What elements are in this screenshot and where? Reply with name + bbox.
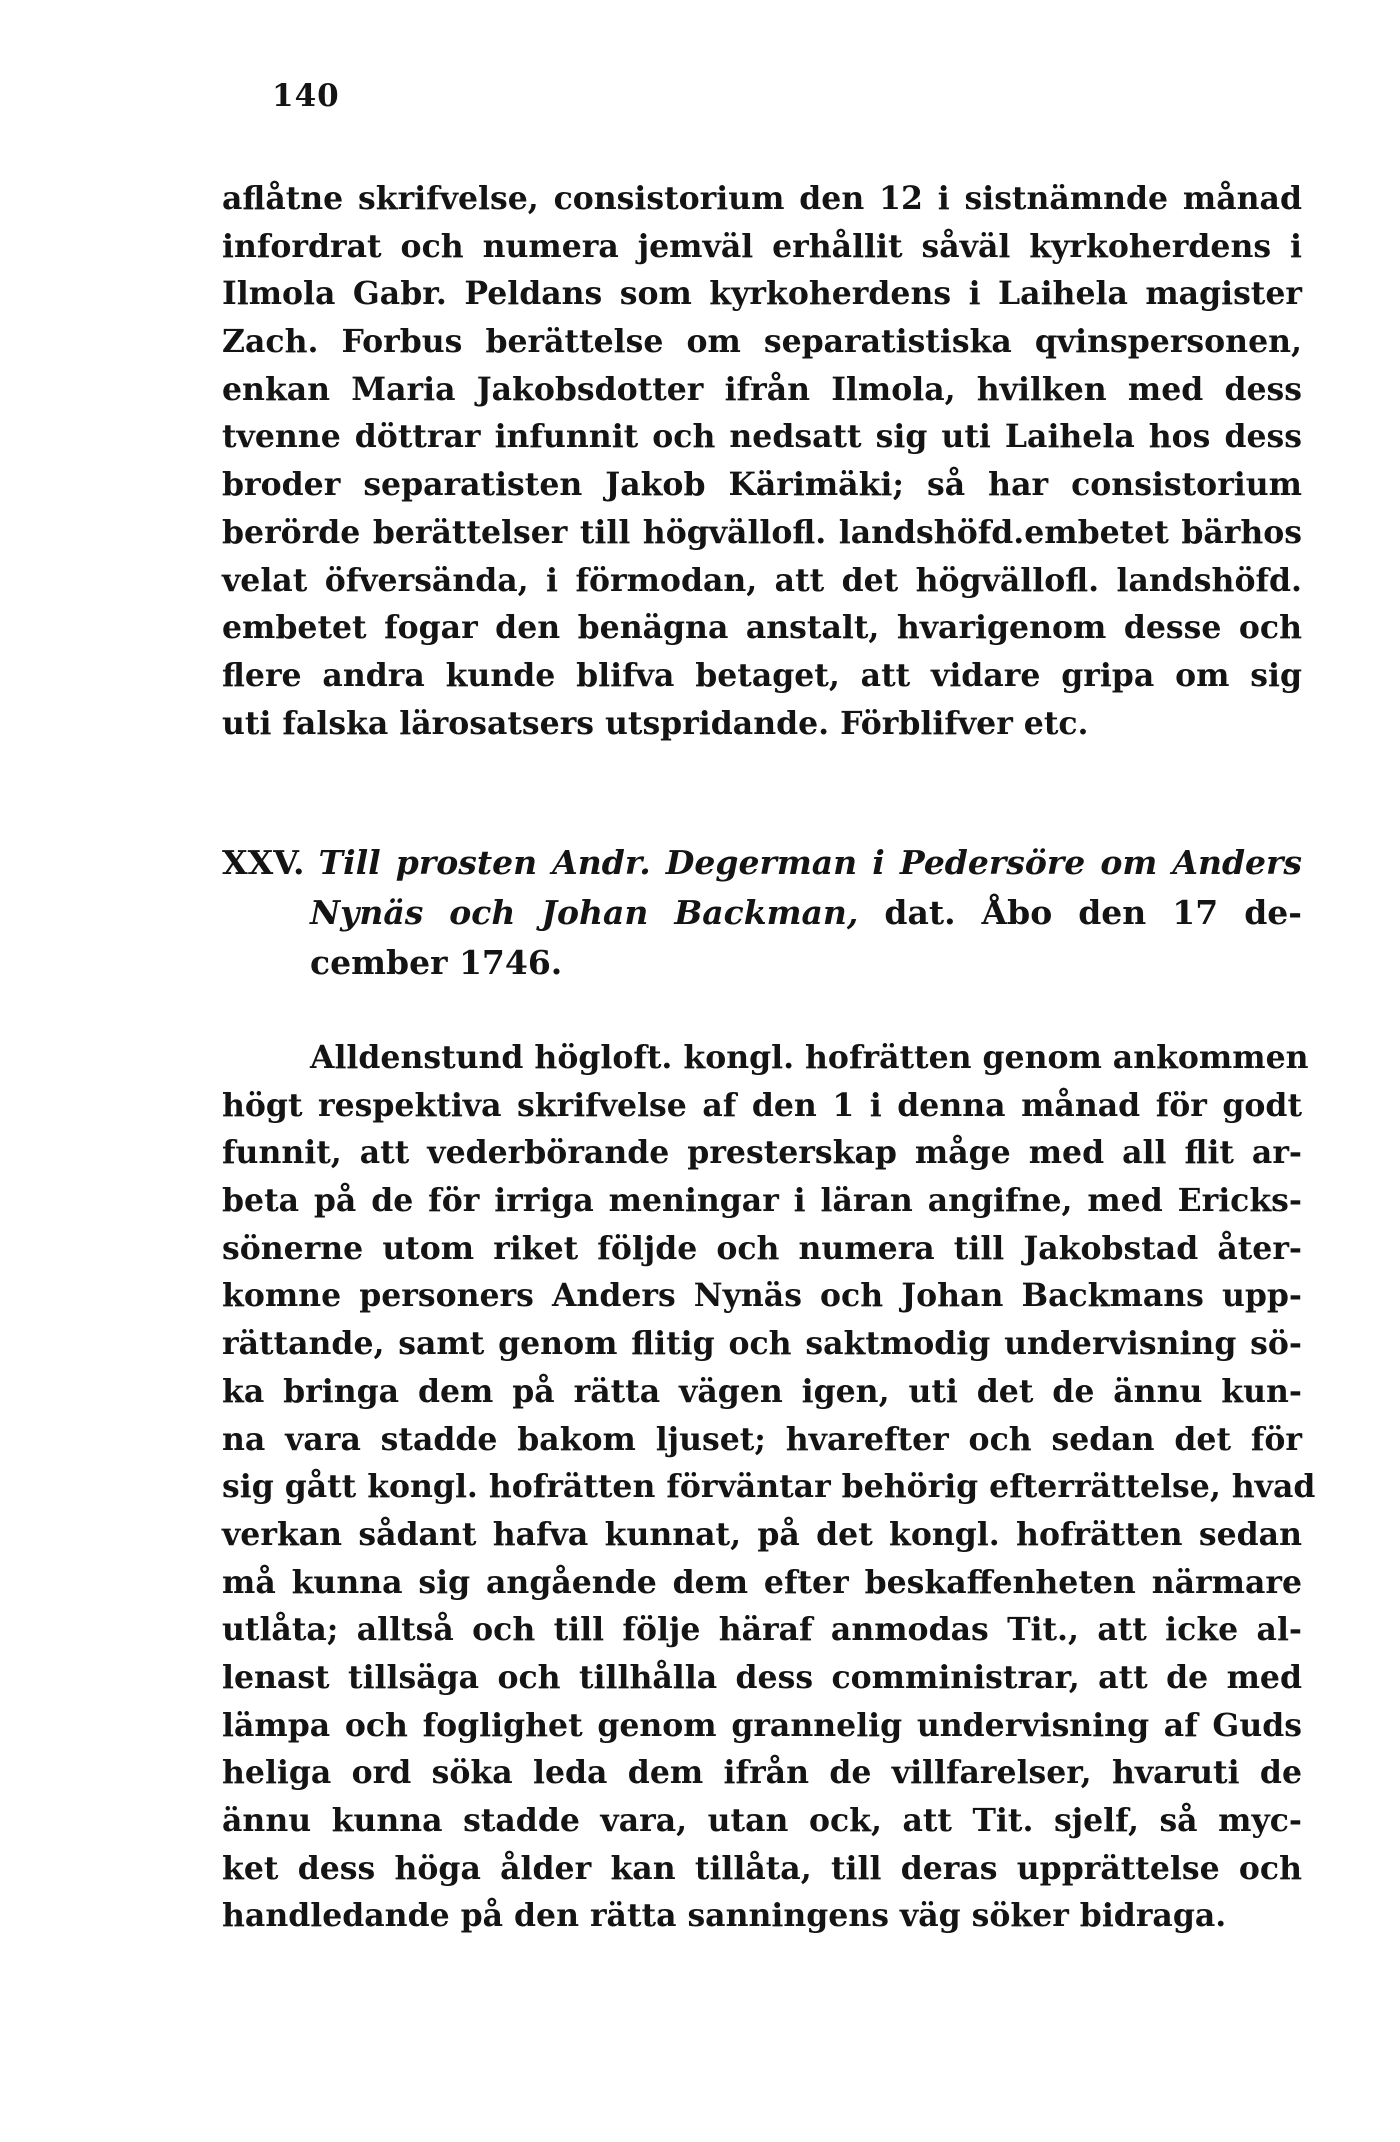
text-line: infordrat och numera jemväl erhållit såväl kyrkoherdens i: [222, 227, 1302, 265]
text-line: funnit, att vederbörande presterskap måge med all flit ar-: [222, 1134, 1302, 1172]
text-line: na vara stadde bakom ljuset; hvarefter och sedan det för: [222, 1420, 1302, 1458]
text-line: Zach. Forbus berättelse om separatistiska qvinspersonen,: [222, 323, 1302, 361]
text-line: sönerne utom riket följde och numera till Jakobstad åter-: [222, 1229, 1302, 1267]
paragraph-2: [222, 1034, 1316, 1940]
text-line: ket dess höga ålder kan tillåta, till deras upprättelse och: [222, 1849, 1302, 1887]
section-heading: [222, 838, 1302, 988]
section-number: XXV.: [222, 843, 305, 882]
heading-italic: Till prosten Andr. Degerman i Pedersöre om Anders: [318, 843, 1302, 882]
text-line: utlåta; alltså och till följe häraf anmodas Tit., att icke al-: [222, 1611, 1302, 1649]
text-line: rättande, samt genom flitig och saktmodig undervisning sö-: [222, 1325, 1302, 1363]
text-line: embetet fogar den benägna anstalt, hvarigenom desse och: [222, 609, 1302, 647]
heading-italic: Nynäs och Johan Backman,: [310, 893, 859, 932]
text-line: högt respektiva skrifvelse af den 1 i denna månad för godt: [222, 1086, 1302, 1124]
text-line: Alldenstund högloft. kongl. hofrätten genom ankommen: [310, 1039, 1309, 1076]
text-line: tvenne döttrar infunnit och nedsatt sig uti Laihela hos dess: [222, 418, 1302, 456]
text-line: velat öfversända, i förmodan, att det högvällofl. landshöfd.: [222, 561, 1302, 599]
text-line: verkan sådant hafva kunnat, på det kongl. hofrätten sedan: [222, 1515, 1302, 1553]
text-line: må kunna sig angående dem efter beskaffenheten närmare: [222, 1563, 1302, 1601]
text-line: heliga ord söka leda dem ifrån de villfarelser, hvaruti de: [222, 1754, 1302, 1792]
text-line: lenast tillsäga och tillhålla dess comministrar, att de med: [222, 1658, 1302, 1696]
text-line: flere andra kunde blifva betaget, att vidare gripa om sig: [222, 656, 1302, 694]
text-line: uti falska lärosatsers utspridande. Förblifver etc.: [222, 704, 1089, 742]
text-line: komne personers Anders Nynäs och Johan Backmans upp-: [222, 1277, 1302, 1315]
heading-line: [222, 838, 1302, 888]
heading-date: dat. Åbo den 17 de-: [884, 893, 1302, 932]
text-line: Ilmola Gabr. Peldans som kyrkoherdens i Laihela magister: [222, 275, 1302, 313]
heading-line: [222, 888, 1302, 938]
text-line: ännu kunna stadde vara, utan ock, att Tit. sjelf, så myc-: [222, 1802, 1302, 1839]
paragraph-1: [222, 175, 1302, 747]
text-line: handledande på den rätta sanningens väg söker bidraga.: [222, 1897, 1227, 1935]
text-line: beta på de för irriga meningar i läran angifne, med Ericks-: [222, 1182, 1302, 1220]
page-number: 140: [272, 78, 340, 114]
text-line: broder separatisten Jakob Kärimäki; så har consistorium: [222, 466, 1302, 504]
heading-line: cember 1746.: [310, 943, 563, 982]
text-line: sig gått kongl. hofrätten förväntar behörig efterrättelse, hvad: [222, 1468, 1316, 1506]
text-line: enkan Maria Jakobsdotter ifrån Ilmola, hvilken med dess: [222, 370, 1302, 408]
text-line: aflåtne skrifvelse, consistorium den 12 i sistnämnde månad: [222, 180, 1302, 217]
text-line: berörde berättelser till högvällofl. landshöfd.embetet bärhos: [222, 513, 1302, 551]
text-line: ka bringa dem på rätta vägen igen, uti det de ännu kun-: [222, 1372, 1302, 1410]
text-line: lämpa och foglighet genom grannelig undervisning af Guds: [222, 1706, 1302, 1744]
